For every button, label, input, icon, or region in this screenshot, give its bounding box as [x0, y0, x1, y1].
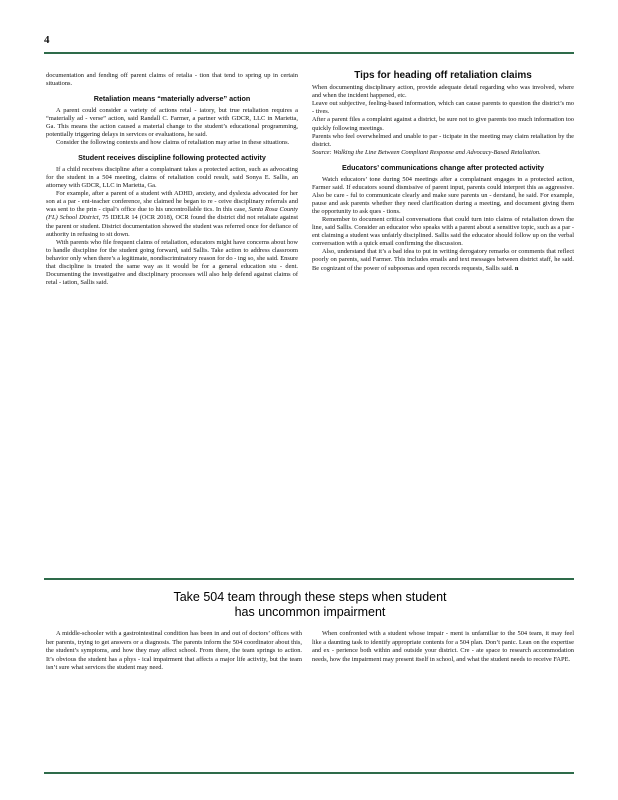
headline-line-1: Take 504 team through these steps when student — [173, 590, 447, 604]
bottom-rule — [44, 772, 574, 774]
article-right-column — [312, 630, 574, 664]
source-text: Walking the Line Between Compliant Response and Advocacy-Based Retaliation. — [333, 148, 541, 156]
tip-text: Leave out subjective, feeling-based information, which can cause parents to question the district’s mo - tives. — [312, 100, 574, 116]
top-rule — [44, 52, 574, 54]
tips-source — [312, 149, 574, 157]
tip-text: Parents who feel overwhelmed and unable to par - ticipate in the meeting may claim retaliation by the district. — [312, 132, 574, 148]
subheading-communications: Educators’ communications change after protected activity — [341, 162, 545, 172]
tip-item — [312, 100, 574, 116]
end-mark: n — [514, 264, 519, 272]
paragraph-text: Also, understand that it’s a bad idea to put in writing derogatory remarks or comments that reflect poorly on parents, said Farmer. This includes emails and text messages between district staff, he said. Be cognizant of the power of subpoenas and open records requests, Sallis said. — [312, 248, 574, 272]
paragraph: With parents who file frequent claims of retaliation, educators might have concerns about how to handle discipline for the student going forward, said Sallis. Take action to address classroom behavior only when there’s a legitimate, nondiscriminatory reason for do - ing so, she said. Ensure that discipline is treated the same way as it would be for a general education stu - dent. Documenting the investigative and disciplinary processes will also help defend against claims of retal - iation, Sallis said. — [46, 238, 298, 287]
right-column — [312, 72, 574, 273]
tip-item — [312, 84, 574, 100]
left-column — [46, 72, 298, 287]
paragraph: A middle-schooler with a gastrointestinal condition has been in and out of doctors’ offices with her parents, trying to get answers or a diagnosis. The parents inform the 504 coordinator about this, the student’s symptoms, and how they may affect school. From there, the team springs to action. It’s obvious the student has a phys - ical impairment that affects a major life activity, but the team isn’t sure what services the student may need. — [46, 630, 302, 672]
paragraph: If a child receives discipline after a complainant takes a protected action, such as advocating for the student in a 504 meeting, claims of retaliation could result, said Sonya E. Sallis, an attorney with GDCR, LLC in Marietta, Ga. — [46, 165, 298, 190]
subheading-student-discipline: Student receives discipline following protected activity — [78, 153, 266, 163]
case-citation: Santa Rosa County (FL) School District — [46, 206, 298, 222]
paragraph-with-citation — [46, 190, 298, 239]
headline-line-2: has uncommon impairment — [234, 605, 386, 619]
paragraph-text: , 75 IDELR 14 (OCR 2018), OCR found the district did not retaliate against the parent or student. District documentation showed the student was referred once for defiance of authority in refusing to sit down. — [46, 214, 298, 238]
page-number: 4 — [44, 34, 50, 46]
intro-paragraph: documentation and fending off parent claims of retalia - tion that tend to spring up in certain situations. — [46, 72, 298, 88]
paragraph: Watch educators’ tone during 504 meetings after a complainant engages in a protected action, Farmer said. If educators sound dismissive of parent input, parents could interpret this as aggressive. Also be care - ful to communicate clearly and make sure parents un - derstand, he said. For example, pause and ask parents whether they need clarification during a meeting, and document giving them the opportunity to ask ques - tions. — [312, 175, 574, 215]
article-left-column — [46, 630, 302, 673]
paragraph — [312, 248, 574, 272]
paragraph-text: For example, after a parent of a student with ADHD, anxiety, and dyslexia advocated for her son at a par - ent-teacher conference, she claimed he began to re - ceive disciplinary referrals and was sent to the prin - cipal’s office due to his uncontrollable tics. In this case, — [46, 190, 298, 214]
tip-item — [312, 133, 574, 149]
article-headline — [60, 590, 560, 620]
middle-rule — [44, 578, 574, 580]
paragraph: A parent could consider a variety of actions retal - iatory, but true retaliation requires a “materially ad - verse” action, said Randall C. Farmer, a partner with GDCR, LLC in Marietta, Ga. This means the action caused a material change to the student’s educational programming, potentially triggering delays in services or evaluations, he said. — [46, 106, 298, 139]
paragraph: Remember to document critical conversations that could turn into claims of retaliation down the line, said Sallis. Consider an educator who speaks with a parent about a sensitive topic, such as a par - ent claiming a student was unfairly disciplined. Sallis said the educator should follow up on the verbal conversation with a quick email confirming the discussion. — [312, 216, 574, 248]
tip-text: When documenting disciplinary action, provide adequate detail regarding who was involved, where and when the incident happened, etc. — [312, 84, 574, 100]
tip-text: After a parent files a complaint against a district, be sure not to give parents too much information too quickly following meetings. — [312, 116, 574, 132]
tips-box-title: Tips for heading off retaliation claims — [354, 70, 532, 81]
tip-item — [312, 116, 574, 132]
paragraph: Consider the following contexts and how claims of retaliation may arise in these situations. — [56, 139, 290, 147]
subheading-materially-adverse: Retaliation means “materially adverse” action — [93, 94, 251, 104]
paragraph: When confronted with a student whose impair - ment is unfamiliar to the 504 team, it may feel like a daunting task to identify appropriate contents for a 504 plan. Don’t panic. Lean on the expertise and ex - perience both within and outside your district. Cre - ate space to research accommodation needs, how the impairment may present itself in school, and what the student needs to receive FAPE. — [312, 630, 574, 663]
source-label: Source: — [312, 148, 332, 156]
